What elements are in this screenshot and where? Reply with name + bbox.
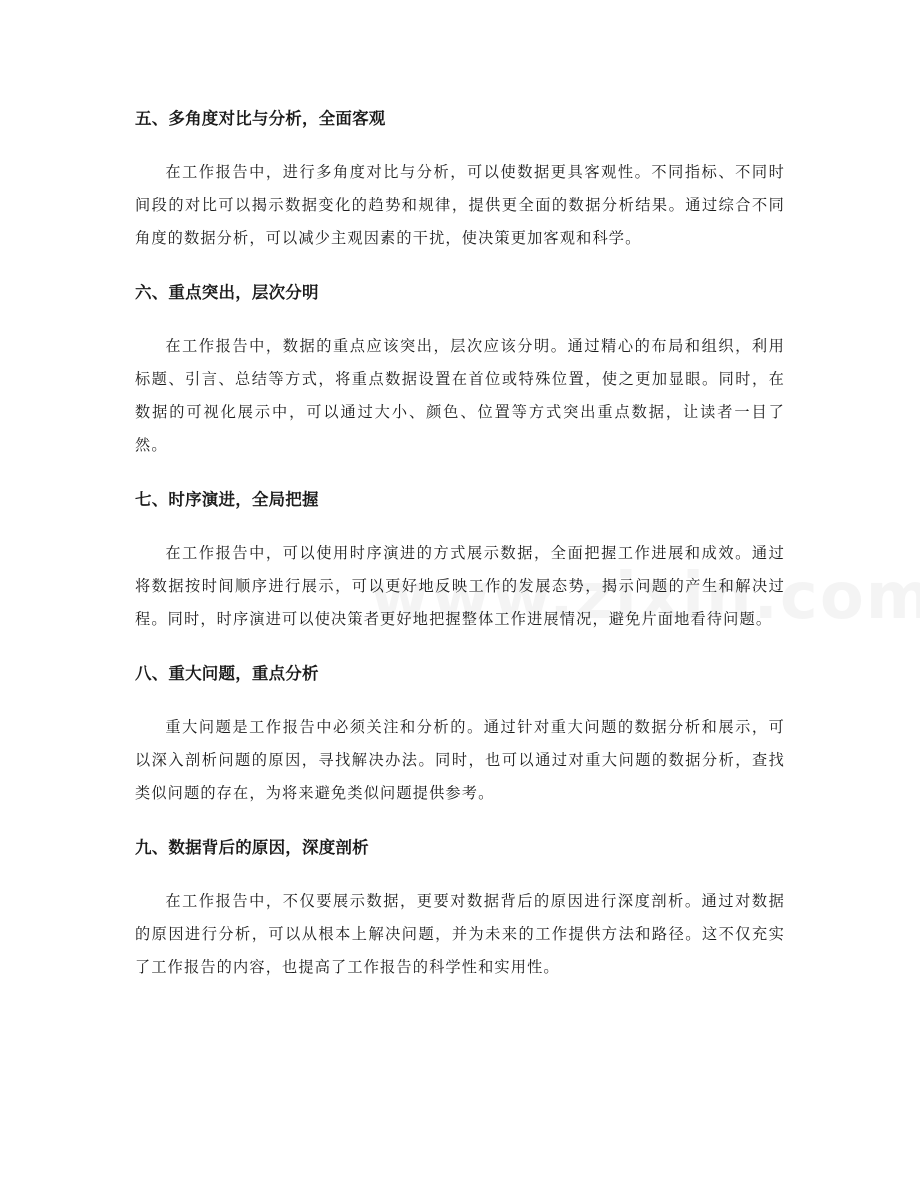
- section-5: [135, 104, 785, 255]
- section-paragraph: 在工作报告中，进行多角度对比与分析，可以使数据更具客观性。不同指标、不同时间段的对比可以揭示数据变化的趋势和规律，提供更全面的数据分析结果。通过综合不同角度的数据分析，可以减少主观因素的干扰，使决策更加客观和科学。: [135, 163, 785, 247]
- section-heading: 六、重点突出，层次分明: [135, 283, 319, 302]
- section-heading: 八、重大问题，重点分析: [135, 664, 319, 683]
- section-paragraph: 在工作报告中，不仅要展示数据，更要对数据背后的原因进行深度剖析。通过对数据的原因进行分析，可以从根本上解决问题，并为未来的工作提供方法和路径。这不仅充实了工作报告的内容，也提高了工作报告的科学性和实用性。: [135, 892, 785, 976]
- section-9: [135, 833, 785, 984]
- section-paragraph: 在工作报告中，数据的重点应该突出，层次应该分明。通过精心的布局和组织，利用标题、引言、总结等方式，将重点数据设置在首位或特殊位置，使之更加显眼。同时，在数据的可视化展示中，可以通过大小、颜色、位置等方式突出重点数据，让读者一目了然。: [135, 337, 785, 454]
- section-paragraph: 重大问题是工作报告中必须关注和分析的。通过针对重大问题的数据分析和展示，可以深入剖析问题的原因，寻找解决办法。同时，也可以通过对重大问题的数据分析，查找类似问题的存在，为将来避免类似问题提供参考。: [135, 718, 785, 802]
- section-heading: 五、多角度对比与分析，全面客观: [135, 109, 386, 128]
- section-heading: 九、数据背后的原因，深度剖析: [135, 838, 369, 857]
- section-7: [135, 485, 785, 636]
- section-6: [135, 278, 785, 462]
- document-body: [135, 104, 785, 1007]
- section-8: [135, 659, 785, 810]
- section-heading: 七、时序演进，全局把握: [135, 490, 319, 509]
- section-paragraph: 在工作报告中，可以使用时序演进的方式展示数据，全面把握工作进展和成效。通过将数据按时间顺序进行展示，可以更好地反映工作的发展态势，揭示问题的产生和解决过程。同时，时序演进可以使决策者更好地把握整体工作进展情况，避免片面地看待问题。: [135, 544, 785, 628]
